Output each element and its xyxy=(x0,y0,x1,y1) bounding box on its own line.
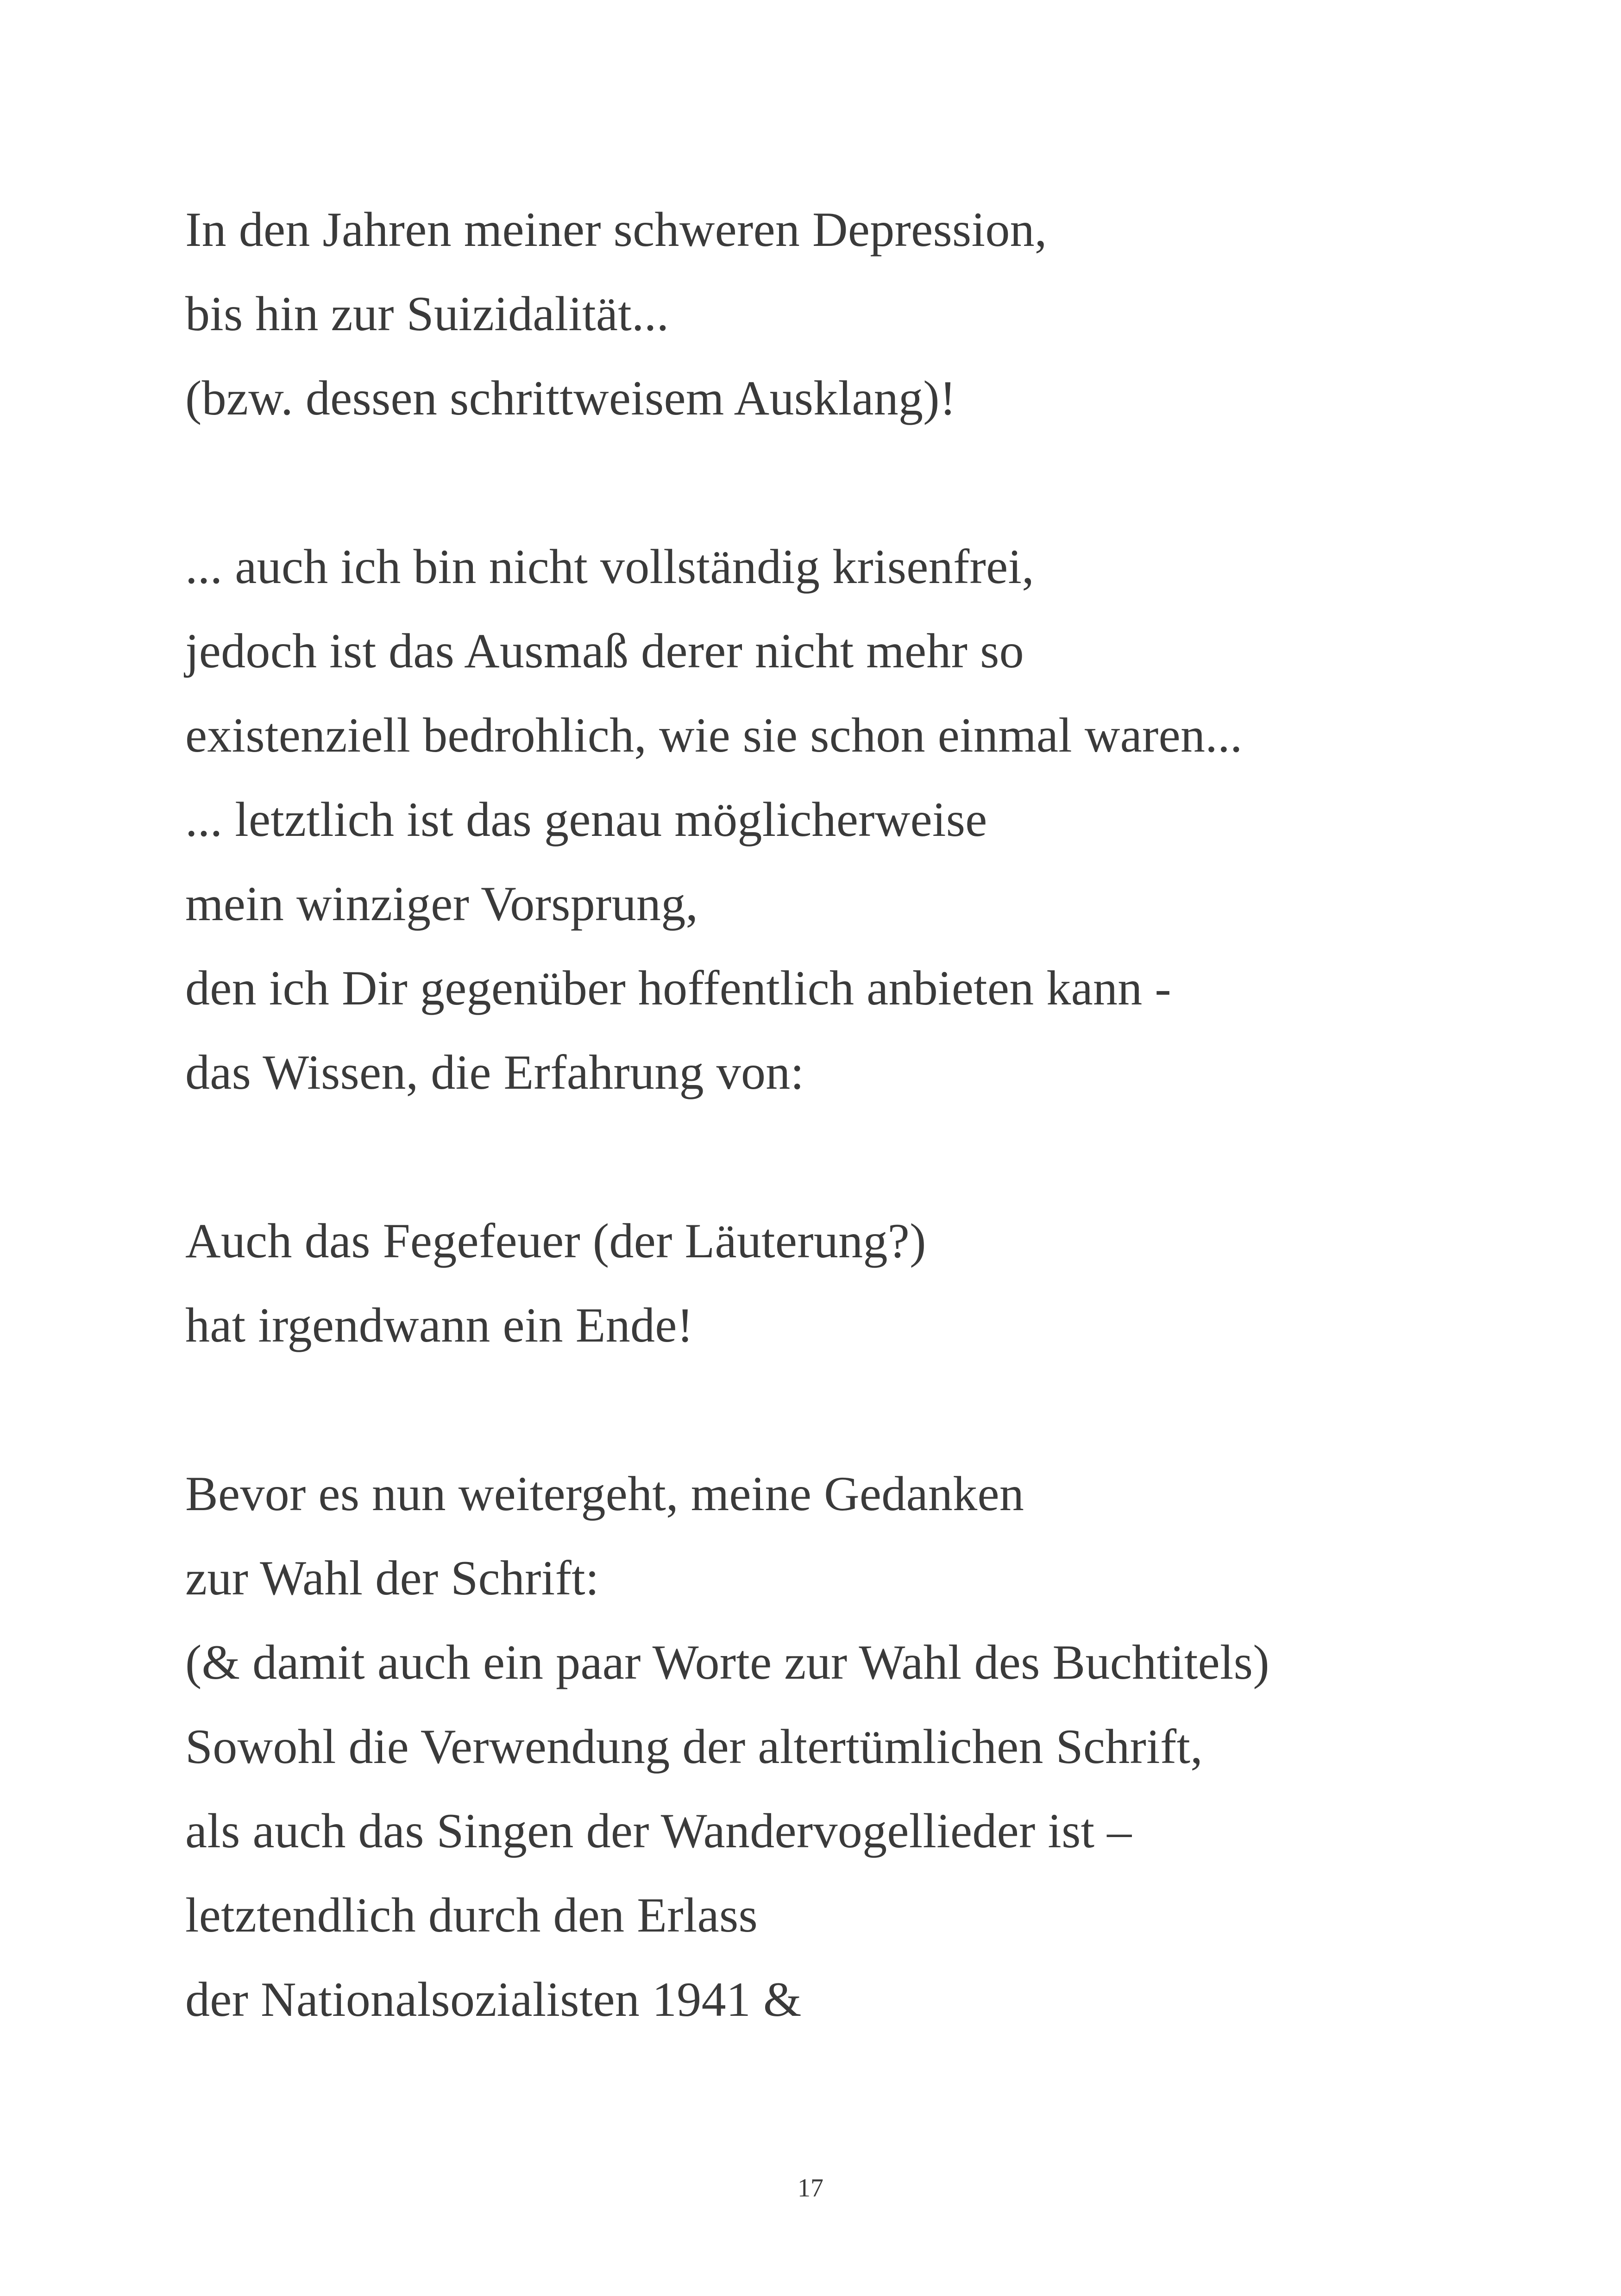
stanza-spacer xyxy=(185,440,1552,525)
page-number: 17 xyxy=(798,2174,823,2202)
text-line: mein winziger Vorsprung, xyxy=(185,877,698,931)
text-line: existenziell bedrohlich, wie sie schon einmal waren... xyxy=(185,708,1243,762)
stanza-1 xyxy=(185,188,1552,440)
text-line: Auch das Fegefeuer (der Läuterung?) xyxy=(185,1214,926,1268)
text-line: letztendlich durch den Erlass xyxy=(185,1888,758,1942)
text-line: ... auch ich bin nicht vollständig krisenfrei, xyxy=(185,539,1035,594)
text-line: der Nationalsozialisten 1941 & xyxy=(185,1972,802,2026)
stanza-3 xyxy=(185,1199,1552,1368)
body-text xyxy=(185,188,1552,2042)
stanza-spacer xyxy=(185,1368,1552,1452)
stanza-4 xyxy=(185,1452,1552,2042)
text-line: Sowohl die Verwendung der altertümlichen Schrift, xyxy=(185,1719,1203,1774)
text-line: als auch das Singen der Wandervogellieder ist – xyxy=(185,1804,1132,1858)
text-line: jedoch ist das Ausmaß derer nicht mehr so xyxy=(185,624,1024,678)
text-line: bis hin zur Suizidalität... xyxy=(185,287,669,341)
text-line: hat irgendwann ein Ende! xyxy=(185,1298,694,1352)
text-line: ... letztlich ist das genau möglicherweise xyxy=(185,792,987,847)
text-line: zur Wahl der Schrift: xyxy=(185,1551,599,1605)
stanza-spacer xyxy=(185,1115,1552,1199)
stanza-2 xyxy=(185,525,1552,1115)
text-line: In den Jahren meiner schweren Depression, xyxy=(185,202,1047,257)
text-line: das Wissen, die Erfahrung von: xyxy=(185,1045,804,1099)
text-line: Bevor es nun weitergeht, meine Gedanken xyxy=(185,1467,1024,1521)
text-line: (& damit auch ein paar Worte zur Wahl des Buchtitels) xyxy=(185,1635,1269,1689)
text-line: (bzw. dessen schrittweisem Ausklang)! xyxy=(185,371,956,425)
text-line: den ich Dir gegenüber hoffentlich anbieten kann - xyxy=(185,961,1172,1015)
